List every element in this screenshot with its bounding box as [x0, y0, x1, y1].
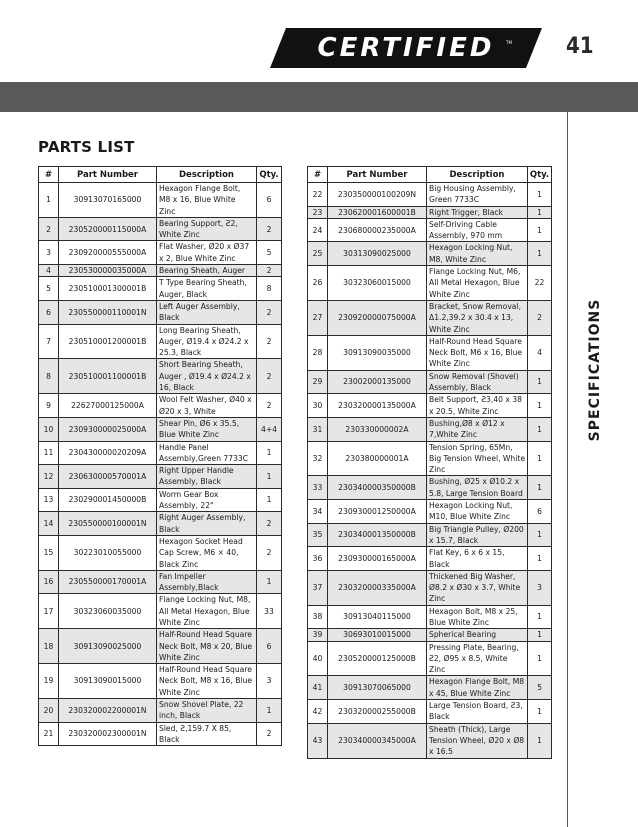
description-cell: T Type Bearing Sheath, Auger, Black	[157, 277, 257, 301]
header-qty: Qty.	[528, 167, 552, 183]
table-row	[39, 265, 282, 277]
quantity-cell: 1	[528, 370, 552, 394]
header-part-number: Part Number	[59, 167, 157, 183]
part-number-index-cell: 16	[39, 570, 59, 594]
quantity-cell: 1	[528, 183, 552, 207]
part-number-index-cell: 21	[39, 722, 59, 746]
part-number-cell: 230340000345000A	[328, 723, 427, 758]
quantity-cell: 2	[257, 300, 282, 324]
table-row	[39, 394, 282, 418]
table-header-row	[308, 167, 552, 183]
description-cell: Half-Round Head Square Neck Bolt, M6 x 16, Blue White Zinc	[427, 335, 528, 370]
trademark-mark: TM	[506, 40, 512, 45]
table-row	[39, 441, 282, 465]
part-number-cell: 30693010015000	[328, 629, 427, 641]
header-part-number: Part Number	[328, 167, 427, 183]
description-cell: Spherical Bearing	[427, 629, 528, 641]
part-number-cell: 30913070065000	[328, 676, 427, 700]
description-cell: Right Auger Assembly, Black	[157, 512, 257, 536]
quantity-cell: 1	[528, 605, 552, 629]
part-number-cell: 230510001300001B	[59, 277, 157, 301]
quantity-cell: 6	[257, 183, 282, 218]
part-number-cell: 230510001100001B	[59, 359, 157, 394]
part-number-index-cell: 35	[308, 523, 328, 547]
table-row	[39, 488, 282, 512]
quantity-cell: 1	[257, 699, 282, 723]
part-number-index-cell: 25	[308, 242, 328, 266]
table-header-row	[39, 167, 282, 183]
part-number-index-cell: 33	[308, 476, 328, 500]
side-divider-horizontal	[567, 111, 638, 112]
table-row	[308, 370, 552, 394]
table-row	[308, 476, 552, 500]
description-cell: Hexagon Locking Nut, M10, Blue White Zinc	[427, 500, 528, 524]
part-number-index-cell: 6	[39, 300, 59, 324]
brand-logo	[270, 28, 542, 68]
description-cell: Large Tension Board, Ƨ3, Black	[427, 700, 528, 724]
table-row	[308, 570, 552, 605]
part-number-cell: 230340001350000B	[328, 523, 427, 547]
part-number-index-cell: 5	[39, 277, 59, 301]
table-row	[39, 699, 282, 723]
part-number-cell: 230320002300001N	[59, 722, 157, 746]
description-cell: Flat Washer, Ø20 x Ø37 x 2, Blue White Zinc	[157, 241, 257, 265]
quantity-cell: 4+4	[257, 417, 282, 441]
part-number-cell: 230930000025000A	[59, 417, 157, 441]
quantity-cell: 1	[257, 488, 282, 512]
description-cell: Left Auger Assembly, Black	[157, 300, 257, 324]
description-cell: Bushing, Ø25 x Ø10.2 x 5.8, Large Tension Board	[427, 476, 528, 500]
table-row	[39, 217, 282, 241]
part-number-index-cell: 29	[308, 370, 328, 394]
description-cell: Big Triangle Pulley, Ø200 x 15.7, Black	[427, 523, 528, 547]
part-number-index-cell: 27	[308, 300, 328, 335]
quantity-cell: 1	[528, 629, 552, 641]
part-number-index-cell: 2	[39, 217, 59, 241]
part-number-index-cell: 22	[308, 183, 328, 207]
part-number-index-cell: 7	[39, 324, 59, 359]
part-number-index-cell: 17	[39, 594, 59, 629]
part-number-index-cell: 8	[39, 359, 59, 394]
table-row	[308, 206, 552, 218]
quantity-cell: 2	[257, 722, 282, 746]
part-number-cell: 30913070165000	[59, 183, 157, 218]
part-number-cell: 230550000100001N	[59, 512, 157, 536]
description-cell: Hexagon Bolt, M8 x 25, Blue White Zinc	[427, 605, 528, 629]
quantity-cell: 1	[528, 700, 552, 724]
part-number-cell: 230920000075000A	[328, 300, 427, 335]
part-number-cell: 230320002200001N	[59, 699, 157, 723]
description-cell: Half-Round Head Square Neck Bolt, M8 x 20, Blue White Zinc	[157, 629, 257, 664]
description-cell: Half-Round Head Square Neck Bolt, M8 x 16, Blue White Zinc	[157, 664, 257, 699]
part-number-cell: 30313090025000	[328, 242, 427, 266]
quantity-cell: 33	[257, 594, 282, 629]
part-number-index-cell: 11	[39, 441, 59, 465]
table-row	[308, 441, 552, 476]
part-number-cell: 230920000555000A	[59, 241, 157, 265]
description-cell: Flange Locking Nut, M8, All Metal Hexagon, Blue White Zinc	[157, 594, 257, 629]
table-row	[308, 335, 552, 370]
part-number-cell: 30913040115000	[328, 605, 427, 629]
quantity-cell: 5	[257, 241, 282, 265]
part-number-index-cell: 10	[39, 417, 59, 441]
part-number-cell: 230510001200001B	[59, 324, 157, 359]
quantity-cell: 2	[257, 217, 282, 241]
header-band	[0, 82, 638, 112]
part-number-cell: 230340000350000B	[328, 476, 427, 500]
description-cell: Hexagon Flange Bolt, M8 x 16, Blue White Zinc	[157, 183, 257, 218]
header-number: #	[308, 167, 328, 183]
table-row	[308, 394, 552, 418]
description-cell: Pressing Plate, Bearing, Ƨ2, Ø95 x 8.5, White Zinc	[427, 641, 528, 676]
quantity-cell: 5	[528, 676, 552, 700]
part-number-index-cell: 13	[39, 488, 59, 512]
description-cell: Hexagon Locking Nut, M8, White Zinc	[427, 242, 528, 266]
part-number-index-cell: 12	[39, 465, 59, 489]
parts-table-left-body	[39, 183, 282, 746]
table-row	[39, 465, 282, 489]
header-number: #	[39, 167, 59, 183]
description-cell: Right Upper Handle Assembly, Black	[157, 465, 257, 489]
part-number-index-cell: 9	[39, 394, 59, 418]
part-number-cell: 230520000125000B	[328, 641, 427, 676]
table-row	[39, 300, 282, 324]
part-number-index-cell: 32	[308, 441, 328, 476]
description-cell: Shear Pin, Ø6 x 35.5, Blue White Zinc	[157, 417, 257, 441]
quantity-cell: 1	[528, 206, 552, 218]
part-number-cell: 230430000020209A	[59, 441, 157, 465]
quantity-cell: 6	[257, 629, 282, 664]
part-number-cell: 30323060015000	[328, 266, 427, 301]
description-cell: Thickened Big Washer, Ø8.2 x Ø30 x 3.7, White Zinc	[427, 570, 528, 605]
table-row	[308, 723, 552, 758]
part-number-cell: 30323060035000	[59, 594, 157, 629]
quantity-cell: 1	[528, 394, 552, 418]
quantity-cell: 1	[528, 723, 552, 758]
part-number-cell: 230930000165000A	[328, 547, 427, 571]
description-cell: Sled, Ƨ,159.7 X 85, Black	[157, 722, 257, 746]
quantity-cell: 3	[528, 570, 552, 605]
part-number-cell: 230350000100209N	[328, 183, 427, 207]
description-cell: Long Bearing Sheath, Auger, Ø19.4 x Ø24.2 x 25.3, Black	[157, 324, 257, 359]
quantity-cell: 1	[257, 465, 282, 489]
description-cell: Belt Support, Ƨ3,40 x 38 x 20.5, White Zinc	[427, 394, 528, 418]
quantity-cell: 2	[257, 512, 282, 536]
part-number-index-cell: 3	[39, 241, 59, 265]
table-row	[39, 535, 282, 570]
table-row	[39, 512, 282, 536]
table-row	[39, 324, 282, 359]
page-number: 41	[566, 34, 594, 59]
quantity-cell: 2	[528, 300, 552, 335]
table-row	[308, 242, 552, 266]
part-number-index-cell: 28	[308, 335, 328, 370]
table-row	[39, 417, 282, 441]
quantity-cell: 2	[257, 265, 282, 277]
table-row	[308, 300, 552, 335]
table-row	[308, 676, 552, 700]
quantity-cell: 2	[257, 324, 282, 359]
description-cell: Wool Felt Washer, Ø40 x Ø20 x 3, White	[157, 394, 257, 418]
part-number-index-cell: 18	[39, 629, 59, 664]
table-row	[39, 359, 282, 394]
quantity-cell: 22	[528, 266, 552, 301]
quantity-cell: 1	[528, 242, 552, 266]
part-number-cell: 30913090015000	[59, 664, 157, 699]
table-row	[308, 523, 552, 547]
part-number-cell: 230380000001A	[328, 441, 427, 476]
part-number-index-cell: 43	[308, 723, 328, 758]
part-number-cell: 23002000135000	[328, 370, 427, 394]
table-row	[308, 500, 552, 524]
part-number-cell: 230680000235000A	[328, 218, 427, 242]
description-cell: Sheath (Thick), Large Tension Wheel, Ø20 x Ø8 x 16.5	[427, 723, 528, 758]
quantity-cell: 2	[257, 359, 282, 394]
header-description: Description	[157, 167, 257, 183]
table-row	[308, 605, 552, 629]
table-row	[308, 183, 552, 207]
part-number-cell: 230320000135000A	[328, 394, 427, 418]
quantity-cell: 1	[528, 641, 552, 676]
part-number-index-cell: 40	[308, 641, 328, 676]
table-row	[308, 266, 552, 301]
table-row	[39, 570, 282, 594]
part-number-index-cell: 31	[308, 417, 328, 441]
table-row	[39, 664, 282, 699]
part-number-index-cell: 37	[308, 570, 328, 605]
quantity-cell: 1	[528, 476, 552, 500]
quantity-cell: 6	[528, 500, 552, 524]
part-number-index-cell: 26	[308, 266, 328, 301]
part-number-index-cell: 36	[308, 547, 328, 571]
parts-table-right	[307, 166, 552, 759]
brand-name: CERTIFIED	[317, 33, 495, 63]
quantity-cell: 3	[257, 664, 282, 699]
quantity-cell: 1	[528, 218, 552, 242]
quantity-cell: 2	[257, 394, 282, 418]
description-cell: Handle Panel Assembly,Green 7733C	[157, 441, 257, 465]
section-label: SPECIFICATIONS	[587, 298, 603, 442]
table-row	[308, 700, 552, 724]
description-cell: Bracket, Snow Removal, Δ1.2,39.2 x 30.4 x 13, White Zinc	[427, 300, 528, 335]
table-row	[39, 594, 282, 629]
part-number-cell: 230550000110001N	[59, 300, 157, 324]
description-cell: Snow Removal (Shovel) Assembly, Black	[427, 370, 528, 394]
quantity-cell: 1	[257, 570, 282, 594]
part-number-cell: 230320000255000B	[328, 700, 427, 724]
part-number-cell: 230620001600001B	[328, 206, 427, 218]
part-number-cell: 230290001450000B	[59, 488, 157, 512]
description-cell: Flat Key, 6 x 6 x 15, Black	[427, 547, 528, 571]
part-number-cell: 230930001250000A	[328, 500, 427, 524]
side-divider-vertical	[567, 111, 568, 827]
table-row	[39, 629, 282, 664]
description-cell: Fan Impeller Assembly,Black	[157, 570, 257, 594]
part-number-index-cell: 20	[39, 699, 59, 723]
table-row	[39, 241, 282, 265]
description-cell: Tension Spring, 65Mn, Big Tension Wheel, White Zinc	[427, 441, 528, 476]
part-number-index-cell: 1	[39, 183, 59, 218]
description-cell: Flange Locking Nut, M6, All Metal Hexagon, Blue White Zinc	[427, 266, 528, 301]
part-number-cell: 22627000125000A	[59, 394, 157, 418]
description-cell: Snow Shovel Plate, 22 inch, Black	[157, 699, 257, 723]
table-row	[39, 722, 282, 746]
part-number-cell: 30913090035000	[328, 335, 427, 370]
part-number-cell: 230530000035000A	[59, 265, 157, 277]
table-row	[308, 629, 552, 641]
part-number-index-cell: 42	[308, 700, 328, 724]
parts-table-left	[38, 166, 282, 746]
table-row	[39, 277, 282, 301]
description-cell: Big Housing Assembly, Green 7733C	[427, 183, 528, 207]
part-number-index-cell: 15	[39, 535, 59, 570]
part-number-cell: 230550000170001A	[59, 570, 157, 594]
part-number-index-cell: 34	[308, 500, 328, 524]
part-number-index-cell: 39	[308, 629, 328, 641]
table-row	[308, 218, 552, 242]
description-cell: Right Trigger, Black	[427, 206, 528, 218]
description-cell: Bushing,Ø8 x Ø12 x 7,White Zinc	[427, 417, 528, 441]
part-number-index-cell: 38	[308, 605, 328, 629]
quantity-cell: 8	[257, 277, 282, 301]
part-number-cell: 30223010055000	[59, 535, 157, 570]
quantity-cell: 4	[528, 335, 552, 370]
quantity-cell: 1	[528, 547, 552, 571]
part-number-cell: 230320000335000A	[328, 570, 427, 605]
part-number-index-cell: 19	[39, 664, 59, 699]
part-number-index-cell: 14	[39, 512, 59, 536]
description-cell: Worm Gear Box Assembly, 22"	[157, 488, 257, 512]
description-cell: Short Bearing Sheath, Auger , Ø19.4 x Ø24.2 x 16, Black	[157, 359, 257, 394]
quantity-cell: 2	[257, 535, 282, 570]
part-number-cell: 230630000570001A	[59, 465, 157, 489]
quantity-cell: 1	[257, 441, 282, 465]
description-cell: Bearing Support, Ƨ2, White Zinc	[157, 217, 257, 241]
header-description: Description	[427, 167, 528, 183]
table-row	[308, 641, 552, 676]
page-title: PARTS LIST	[38, 138, 135, 156]
part-number-index-cell: 23	[308, 206, 328, 218]
description-cell: Hexagon Socket Head Cap Screw, M6 × 40, Black Zinc	[157, 535, 257, 570]
part-number-index-cell: 4	[39, 265, 59, 277]
part-number-cell: 230520000115000A	[59, 217, 157, 241]
quantity-cell: 1	[528, 441, 552, 476]
description-cell: Bearing Sheath, Auger	[157, 265, 257, 277]
quantity-cell: 1	[528, 523, 552, 547]
header-qty: Qty.	[257, 167, 282, 183]
part-number-index-cell: 24	[308, 218, 328, 242]
part-number-cell: 230330000002A	[328, 417, 427, 441]
table-row	[308, 417, 552, 441]
part-number-index-cell: 41	[308, 676, 328, 700]
quantity-cell: 1	[528, 417, 552, 441]
table-row	[39, 183, 282, 218]
description-cell: Hexagon Flange Bolt, M8 x 45, Blue White Zinc	[427, 676, 528, 700]
part-number-index-cell: 30	[308, 394, 328, 418]
part-number-cell: 30913090025000	[59, 629, 157, 664]
parts-table-right-body	[308, 183, 552, 759]
description-cell: Self-Driving Cable Assembly, 970 mm	[427, 218, 528, 242]
table-row	[308, 547, 552, 571]
